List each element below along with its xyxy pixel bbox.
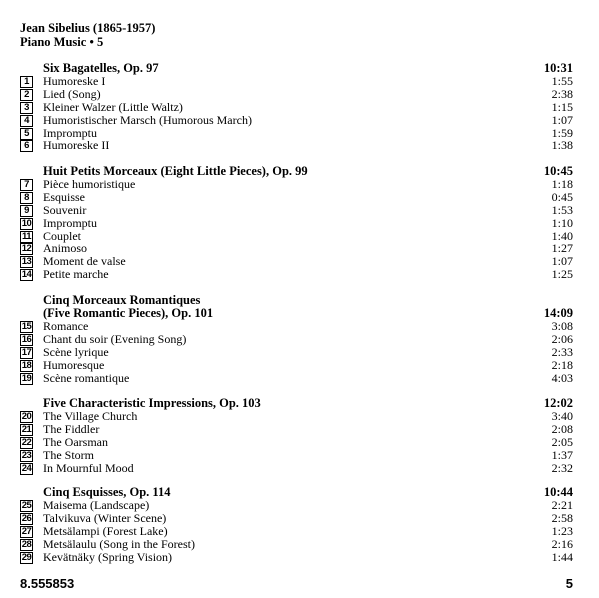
composer-title: Jean Sibelius (1865-1957) (20, 21, 156, 35)
track-title: Humoristischer Marsch (Humorous March) (43, 112, 252, 127)
track-number-box: 10 (21, 217, 32, 229)
track-row (20, 551, 573, 564)
track-row (20, 462, 573, 475)
track-number-box: 23 (21, 449, 32, 461)
track-row (20, 101, 573, 114)
track-title: Lied (Song) (43, 86, 101, 101)
track-title: Maisema (Landscape) (43, 498, 150, 512)
track-duration: 2:08 (551, 421, 573, 436)
track-number-box: 11 (21, 230, 32, 242)
track-number-box: 17 (21, 346, 32, 358)
track-row (20, 230, 573, 243)
header (20, 21, 155, 49)
work-section (20, 165, 573, 281)
work-section (20, 486, 573, 563)
track-number-box: 16 (21, 333, 32, 345)
track-title: Chant du soir (Evening Song) (43, 331, 187, 346)
track-title: Petite marche (43, 267, 109, 282)
track-title: Kevätnäky (Spring Vision) (43, 549, 173, 564)
track-number-box: 25 (21, 500, 32, 511)
track-number-box: 20 (21, 411, 32, 422)
work-total-time: 14:09 (543, 306, 573, 320)
track-row (20, 217, 573, 230)
track-title: Impromptu (43, 215, 97, 230)
track-title: Scène romantique (43, 370, 130, 385)
track-duration: 3:08 (551, 319, 573, 333)
track-number-box: 24 (21, 462, 32, 474)
track-duration: 1:44 (551, 549, 573, 564)
track-duration: 1:15 (551, 99, 573, 114)
track-row (20, 512, 573, 525)
track-title: Humoreske II (43, 138, 110, 153)
track-number-box: 21 (21, 423, 32, 435)
track-row (20, 410, 573, 423)
work-title: Six Bagatelles, Op. 97 (43, 61, 159, 75)
track-title: Metsälampi (Forest Lake) (43, 523, 168, 538)
track-duration: 2:58 (551, 510, 573, 525)
track-duration: 1:07 (551, 254, 573, 269)
track-number-box: 5 (20, 128, 33, 140)
track-row (20, 178, 573, 191)
track-row (20, 320, 573, 333)
track-number-box: 26 (21, 512, 32, 524)
track-row (20, 75, 573, 88)
track-row (20, 346, 573, 359)
track-duration: 2:06 (551, 331, 573, 346)
track-title: Scène lyrique (43, 344, 109, 359)
track-duration: 2:32 (551, 460, 573, 475)
track-duration: 1:53 (551, 202, 573, 217)
track-number-box: 2 (20, 89, 33, 101)
track-duration: 2:38 (551, 86, 573, 101)
track-row (20, 114, 573, 127)
work-total-time: 10:31 (543, 61, 573, 75)
track-duration: 0:45 (551, 189, 573, 204)
track-title: Couplet (43, 228, 81, 243)
track-duration: 1:10 (551, 215, 573, 230)
track-row (20, 268, 573, 281)
track-row (20, 538, 573, 551)
track-number-box: 12 (21, 243, 32, 255)
track-row (20, 372, 573, 385)
track-number-box: 4 (20, 115, 33, 127)
track-title: Moment de valse (43, 254, 126, 269)
track-number-box: 7 (20, 179, 33, 191)
track-title: Romance (43, 319, 89, 333)
track-row (20, 204, 573, 217)
track-number-box: 6 (20, 140, 33, 152)
track-title: Humoresque (43, 357, 105, 372)
track-duration: 1:23 (551, 523, 573, 538)
catalog-number: 8.555853 (20, 576, 75, 591)
track-number-box: 28 (21, 538, 32, 550)
track-row (20, 499, 573, 512)
track-row (20, 525, 573, 538)
track-number-box: 9 (20, 205, 33, 217)
work-title: Cinq Morceaux Romantiques (43, 293, 201, 307)
track-duration: 2:05 (551, 434, 573, 449)
track-duration: 1:07 (551, 112, 573, 127)
track-number-box: 1 (20, 76, 33, 88)
track-duration: 1:18 (551, 177, 573, 191)
track-title: Kleiner Walzer (Little Waltz) (43, 99, 183, 114)
track-title: The Oarsman (43, 434, 108, 449)
track-title: Metsälaulu (Song in the Forest) (43, 536, 195, 551)
track-title: The Fiddler (43, 421, 100, 436)
track-duration: 3:40 (551, 409, 573, 423)
volume-title: Piano Music • 5 (20, 35, 104, 49)
track-duration: 1:55 (551, 74, 573, 88)
track-title: Souvenir (43, 202, 87, 217)
track-row (20, 449, 573, 462)
track-duration: 2:33 (551, 344, 573, 359)
work-title-row (20, 307, 573, 320)
page-number: 5 (565, 576, 573, 591)
work-total-time: 10:44 (543, 485, 573, 499)
track-row (20, 139, 573, 152)
track-title: Esquisse (43, 189, 85, 204)
track-title: The Village Church (43, 409, 138, 423)
work-total-time: 10:45 (543, 164, 573, 178)
track-number-box: 3 (20, 102, 33, 114)
track-title: Impromptu (43, 125, 97, 140)
work-subtitle: (Five Romantic Pieces), Op. 101 (43, 306, 214, 320)
track-row (20, 88, 573, 101)
work-total-time: 12:02 (543, 396, 573, 410)
track-title: Pièce humoristique (43, 177, 136, 191)
track-number-box: 18 (21, 359, 32, 371)
track-title: Humoreske I (43, 74, 106, 88)
track-duration: 2:16 (551, 536, 573, 551)
track-duration: 1:27 (551, 241, 573, 256)
track-duration: 1:37 (551, 447, 573, 462)
work-section (20, 397, 573, 474)
work-title: Huit Petits Morceaux (Eight Little Pieces), Op. 99 (43, 164, 308, 178)
track-number-box: 29 (21, 551, 32, 563)
track-duration: 1:25 (551, 267, 573, 282)
track-number-box: 19 (21, 372, 32, 384)
work-section (20, 62, 573, 152)
track-duration: 4:03 (551, 370, 573, 385)
track-title: Animoso (43, 241, 88, 256)
track-title: Talvikuva (Winter Scene) (43, 510, 167, 525)
work-title: Cinq Esquisses, Op. 114 (43, 485, 171, 499)
track-number-box: 22 (21, 436, 32, 448)
track-number-box: 15 (21, 321, 32, 332)
track-duration: 1:38 (551, 138, 573, 153)
track-duration: 2:21 (551, 498, 573, 512)
track-row (20, 436, 573, 449)
work-section (20, 294, 573, 384)
track-title: The Storm (43, 447, 94, 462)
track-title: In Mournful Mood (43, 460, 134, 475)
track-number-box: 14 (21, 269, 32, 281)
track-number-box: 13 (21, 256, 32, 268)
track-row (20, 423, 573, 436)
track-duration: 2:18 (551, 357, 573, 372)
track-duration: 1:40 (551, 228, 573, 243)
track-row (20, 333, 573, 346)
track-number-box: 8 (20, 192, 33, 204)
track-duration: 1:59 (551, 125, 573, 140)
track-number-box: 27 (21, 525, 32, 537)
work-title: Five Characteristic Impressions, Op. 103 (43, 396, 261, 410)
track-row (20, 359, 573, 372)
track-row (20, 191, 573, 204)
